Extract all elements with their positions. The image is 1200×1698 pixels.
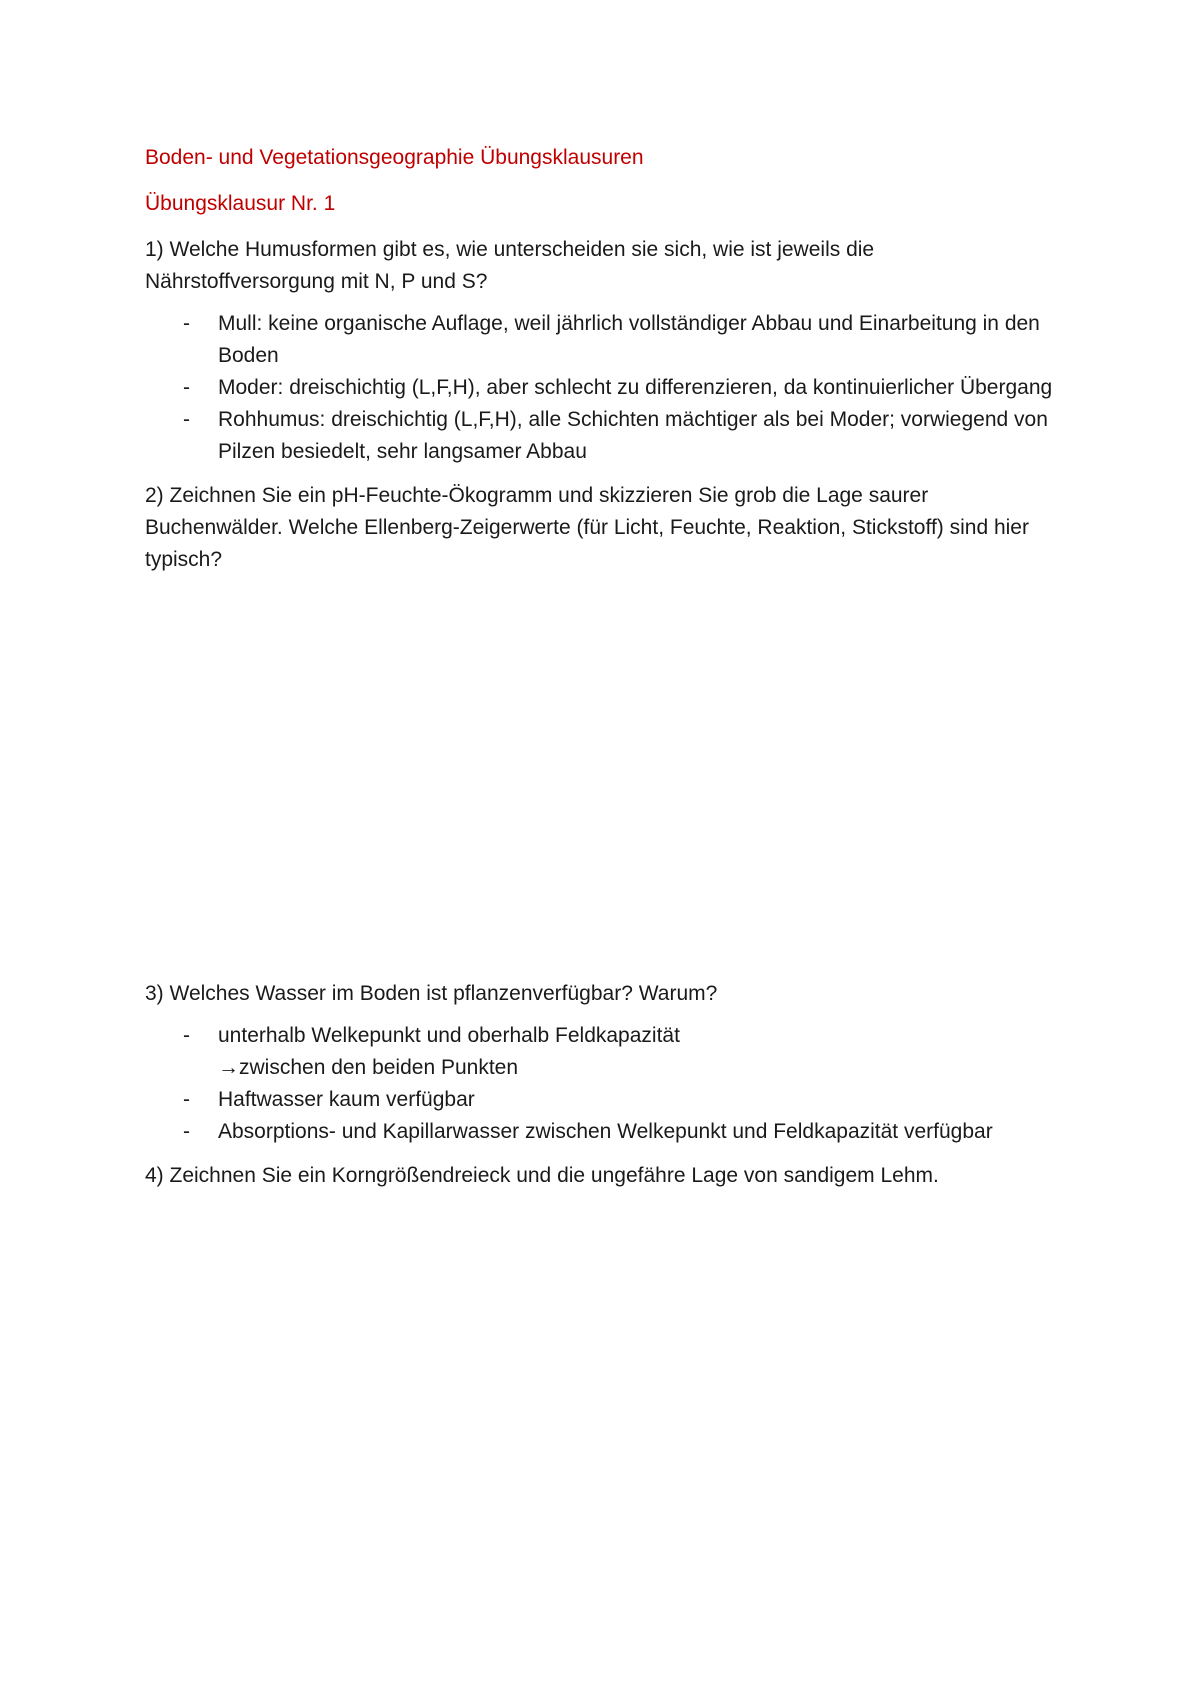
answer-text: Absorptions- und Kapillarwasser zwischen Welkepunkt und Feldkapazität verfügbar [218,1120,993,1143]
dash-bullet: - [183,376,190,399]
drawing-space [145,586,1065,978]
document-content [145,142,1065,1202]
question-2: 2) Zeichnen Sie ein pH-Feuchte-Ökogramm und skizzieren Sie grob die Lage saurer Buchenwälder. Welche Ellenberg-Zeigerwerte (für Licht, Feuchte, Reaktion, Stickstoff) sind hier typisch? [145,484,1029,571]
question-1-answer-list [145,308,1065,468]
answer-continuation-text: zwischen den beiden Punkten [239,1056,519,1079]
list-item [145,1020,1065,1084]
answer-text: unterhalb Welkepunkt und oberhalb Feldkapazität [218,1024,680,1047]
exam-subtitle: Übungsklausur Nr. 1 [145,192,336,215]
question-3: 3) Welches Wasser im Boden ist pflanzenverfügbar? Warum? [145,982,718,1005]
arrow-right-icon: → [218,1056,239,1079]
answer-text: Haftwasser kaum verfügbar [218,1088,475,1111]
list-item [145,308,1065,372]
dash-bullet: - [183,1120,190,1143]
answer-continuation [218,1052,1065,1084]
question-1: 1) Welche Humusformen gibt es, wie unterscheiden sie sich, wie ist jeweils die Nährstoffversorgung mit N, P und S? [145,238,875,293]
list-item [145,1116,1065,1148]
list-item [145,404,1065,468]
dash-bullet: - [183,1024,190,1047]
dash-bullet: - [183,408,190,431]
answer-text: Moder: dreischichtig (L,F,H), aber schlecht zu differenzieren, da kontinuierlicher Übergang [218,376,1053,399]
answer-text: Rohhumus: dreischichtig (L,F,H), alle Schichten mächtiger als bei Moder; vorwiegend von Pilzen besiedelt, sehr langsamer Abbau [218,408,1048,463]
question-3-answer-list [145,1020,1065,1148]
list-item [145,372,1065,404]
document-title: Boden- und Vegetationsgeographie Übungsklausuren [145,146,644,169]
dash-bullet: - [183,312,190,335]
dash-bullet: - [183,1088,190,1111]
question-4: 4) Zeichnen Sie ein Korngrößendreieck und die ungefähre Lage von sandigem Lehm. [145,1164,939,1187]
list-item [145,1084,1065,1116]
answer-text: Mull: keine organische Auflage, weil jährlich vollständiger Abbau und Einarbeitung in den Boden [218,312,1040,367]
